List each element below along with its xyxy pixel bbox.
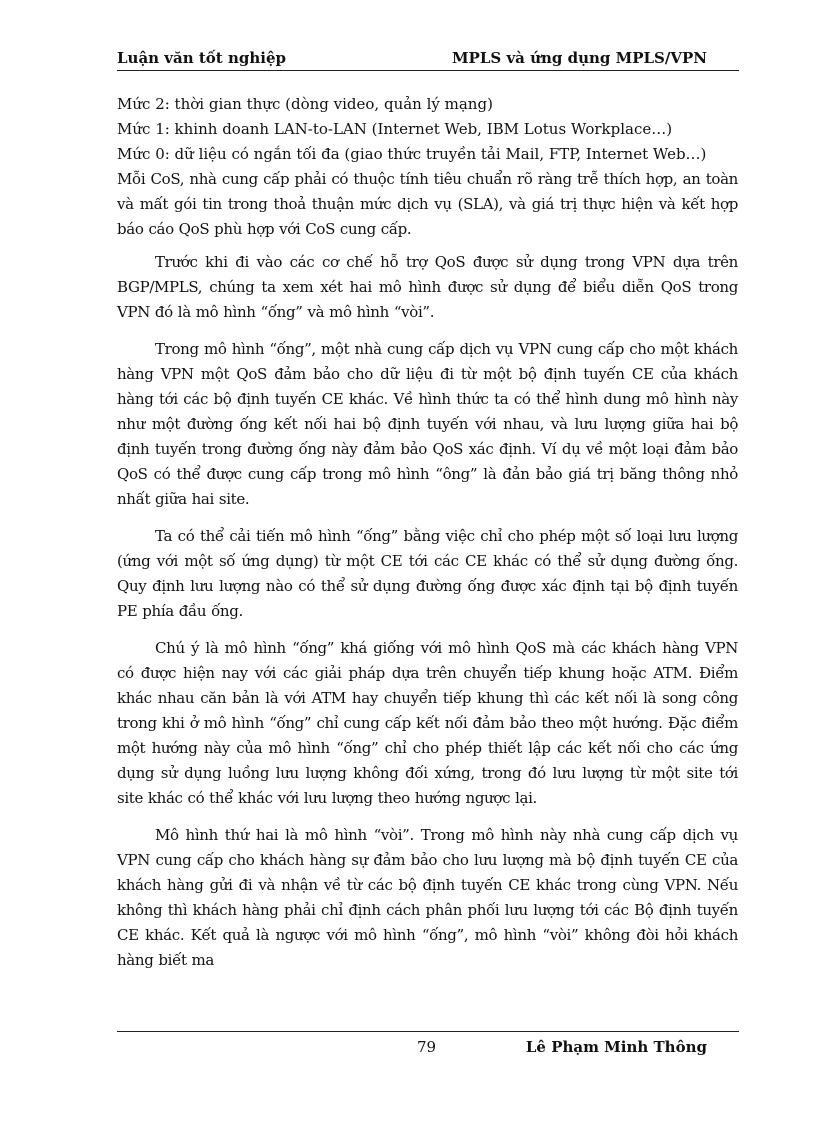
paragraph-pipe-model: Trong mô hình “ống”, một nhà cung cấp dịch vụ VPN cung cấp cho một khách hàng VPN một QoS đảm bảo cho dữ liệu đi từ một bộ định tuyến CE của khách hàng tới các bộ định tuyến CE khác. Về hình thức ta có thể hình dung mô hình này như một đường ống kết nối hai bộ định tuyến với nhau, và lưu lượng giữa hai bộ định tuyến trong đường ống này đảm bảo QoS xác định. Ví dụ về một loại đảm bảo QoS có thể được cung cấp trong mô hình “ông” là đản bảo giá trị băng thông nhỏ nhất giữa hai site.	[117, 340, 738, 508]
page-footer	[117, 1031, 739, 1062]
page-number: 79	[417, 1038, 437, 1056]
paragraph-cos-attributes: Mỗi CoS, nhà cung cấp phải có thuộc tính tiêu chuẩn rõ ràng trễ thích hợp, an toàn và mất gói tin trong thoả thuận mức dịch vụ (SLA), và giá trị thực hiện và kết hợp báo cáo QoS phù hợp với CoS cung cấp.	[117, 170, 738, 238]
page-header	[117, 48, 739, 71]
paragraph-hose-model: Mô hình thứ hai là mô hình “vòi”. Trong mô hình này nhà cung cấp dịch vụ VPN cung cấp cho khách hàng sự đảm bảo cho lưu lượng mà bộ định tuyến CE của khách hàng gửi đi và nhận về từ các bộ định tuyến CE khác trong cùng VPN. Nếu không thì khách hàng phải chỉ định cách phân phối lưu lượng tới các Bộ định tuyến CE khác. Kết quả là ngược với mô hình “ống”, mô hình “vòi” không đòi hỏi khách hàng biết ma	[117, 826, 738, 969]
page-body	[117, 92, 738, 985]
qos-level-0-line: Mức 0: dữ liệu có ngắn tối đa (giao thức truyền tải Mail, FTP, Internet Web…)	[117, 145, 707, 163]
author-name: Lê Phạm Minh Thông	[525, 1038, 707, 1056]
paragraph-pipe-improvement: Ta có thể cải tiến mô hình “ống” bằng việc chỉ cho phép một số loại lưu lượng (ứng với một số ứng dụng) từ một CE tới các CE khác có thể sử dụng đường ống. Quy định lưu lượng nào có thể sử dụng đường ống được xác định tại bộ định tuyến PE phía đầu ống.	[117, 527, 738, 620]
paragraph-qos-models-intro: Trước khi đi vào các cơ chế hỗ trợ QoS được sử dụng trong VPN dựa trên BGP/MPLS, chúng ta xem xét hai mô hình được sử dụng để biểu diễn QoS trong VPN đó là mô hình “ống” và mô hình “vòi”.	[117, 253, 738, 321]
paragraph-pipe-vs-atm: Chú ý là mô hình “ống” khá giống với mô hình QoS mà các khách hàng VPN có được hiện nay với các giải pháp dựa trên chuyển tiếp khung hoặc ATM. Điểm khác nhau căn bản là với ATM hay chuyển tiếp khung thì các kết nối là song công trong khi ở mô hình “ống” chỉ cung cấp kết nối đảm bảo theo một hướng. Đặc điểm một hướng này của mô hình “ống” chỉ cho phép thiết lập các kết nối cho các ứng dụng sử dụng luồng lưu lượng không đối xứng, trong đó lưu lượng từ một site tới site khác có thể khác với lưu lượng theo hướng ngược lại.	[117, 639, 738, 807]
qos-level-1-line: Mức 1: khinh doanh LAN-to-LAN (Internet Web, IBM Lotus Workplace…)	[117, 120, 673, 138]
qos-level-2-line: Mức 2: thời gian thực (dòng video, quản lý mạng)	[117, 95, 493, 113]
header-topic-title: MPLS và ứng dụng MPLS/VPN	[451, 49, 707, 67]
header-thesis-title: Luận văn tốt nghiệp	[117, 49, 286, 67]
